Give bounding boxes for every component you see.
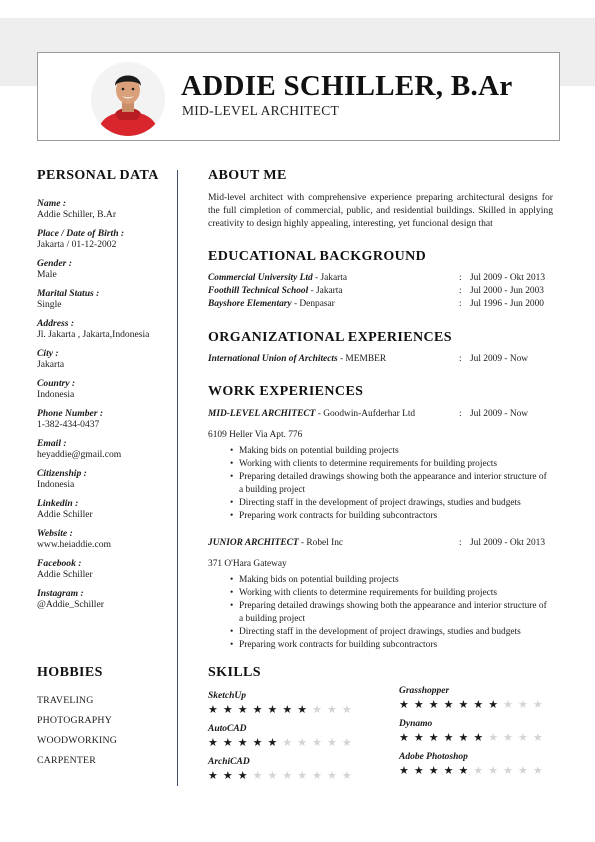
skill-name: Dynamo <box>399 719 433 729</box>
star-icon: ★ <box>327 703 337 716</box>
organization-dates: Jul 2009 - Now <box>470 354 529 364</box>
profile-photo <box>91 62 165 136</box>
skill-rating <box>208 703 378 716</box>
star-icon: ★ <box>252 703 263 716</box>
job-duty: • Directing staff in the development of project drawings, studies and budgets <box>230 497 553 510</box>
personal-data-label: Name : <box>37 198 67 209</box>
skill-rating <box>399 764 569 777</box>
personal-data-item <box>37 228 172 258</box>
job-duties <box>230 574 553 652</box>
hobby-item: PHOTOGRAPHY <box>37 715 112 726</box>
job-entry <box>208 537 553 652</box>
personal-data-section <box>37 168 172 618</box>
education-section <box>208 249 553 311</box>
star-icon: ★ <box>208 736 218 749</box>
job-header <box>208 408 553 421</box>
job-position: JUNIOR ARCHITECT <box>208 538 299 548</box>
star-icon: ★ <box>443 731 454 744</box>
star-icon: ★ <box>518 764 528 777</box>
education-institution: Bayshore Elementary <box>208 299 292 309</box>
star-icon: ★ <box>428 731 439 744</box>
personal-data-value: 1-382-434-0437 <box>37 419 100 430</box>
column-divider <box>177 170 178 786</box>
personal-data-value: Jakarta <box>37 359 65 370</box>
education-colon: : <box>459 273 462 283</box>
job-position: MID-LEVEL ARCHITECT <box>208 409 316 419</box>
education-row <box>208 272 553 285</box>
star-icon: ★ <box>312 736 322 749</box>
personal-data-label: Citizenship : <box>37 468 87 479</box>
star-icon: ★ <box>399 731 409 744</box>
star-icon: ★ <box>222 736 233 749</box>
personal-data-value: Addie Schiller, B.Ar <box>37 209 117 220</box>
personal-data-value: Indonesia <box>37 389 75 400</box>
star-icon: ★ <box>237 736 248 749</box>
personal-data-label: Address : <box>37 318 75 329</box>
personal-data-item <box>37 408 172 438</box>
education-list <box>208 272 553 311</box>
hobby-item: CARPENTER <box>37 755 96 766</box>
star-icon: ★ <box>503 698 513 711</box>
skills-section <box>208 665 558 791</box>
personal-data-item <box>37 378 172 408</box>
personal-data-value: Jl. Jakarta , Jakarta,Indonesia <box>37 329 150 340</box>
personal-data-item <box>37 318 172 348</box>
work-heading: WORK EXPERIENCES <box>208 384 364 399</box>
star-icon: ★ <box>267 703 278 716</box>
star-icon: ★ <box>473 731 484 744</box>
personal-data-label: Email : <box>37 438 67 449</box>
personal-data-item <box>37 558 172 588</box>
star-icon: ★ <box>267 736 278 749</box>
organization-list <box>208 353 553 366</box>
personal-data-item <box>37 348 172 378</box>
personal-data-label: Country : <box>37 378 76 389</box>
education-colon: : <box>459 299 462 309</box>
star-icon: ★ <box>413 698 424 711</box>
skill-name: AutoCAD <box>208 724 247 734</box>
education-colon: : <box>459 286 462 296</box>
star-icon: ★ <box>282 703 293 716</box>
star-icon: ★ <box>473 698 484 711</box>
star-icon: ★ <box>282 736 293 749</box>
job-company: - Robel Inc <box>298 538 344 548</box>
star-icon: ★ <box>518 698 528 711</box>
job-colon: : <box>459 409 462 419</box>
personal-data-value: Addie Schiller <box>37 509 93 520</box>
personal-data-item <box>37 198 172 228</box>
education-institution: Commercial University Ltd <box>208 273 313 283</box>
personal-data-value: Jakarta / 01-12-2002 <box>37 239 117 250</box>
skill-item <box>399 686 569 711</box>
skills-grid <box>208 686 558 791</box>
hobbies-list <box>37 691 117 771</box>
star-icon: ★ <box>312 769 322 782</box>
education-location: - Denpasar <box>291 299 335 309</box>
hobbies-heading: HOBBIES <box>37 665 103 680</box>
hobbies-section <box>37 665 117 771</box>
job-dates: Jul 2009 - Okt 2013 <box>470 538 545 548</box>
job-header <box>208 537 553 550</box>
personal-data-value: Male <box>37 269 57 280</box>
skill-rating <box>399 698 569 711</box>
organization-name: International Union of Architects <box>208 354 338 364</box>
personal-data-value: @Addie_Schiller <box>37 599 104 610</box>
job-duties <box>230 445 553 523</box>
personal-data-value: Indonesia <box>37 479 75 490</box>
organization-section <box>208 330 553 366</box>
education-row <box>208 285 553 298</box>
organization-colon: : <box>459 354 462 364</box>
star-icon: ★ <box>237 703 248 716</box>
star-icon: ★ <box>341 703 352 716</box>
skill-name: Adobe Photoshop <box>399 752 468 762</box>
personal-data-label: Linkedin : <box>37 498 79 509</box>
star-icon: ★ <box>252 769 263 782</box>
job-address: 371 O'Hara Gateway <box>208 559 287 569</box>
personal-data-item <box>37 288 172 318</box>
about-section <box>208 168 553 230</box>
job-duty: • Making bids on potential building projects <box>230 574 553 587</box>
personal-data-item <box>37 438 172 468</box>
personal-data-item <box>37 498 172 528</box>
star-icon: ★ <box>327 736 337 749</box>
star-icon: ★ <box>341 736 352 749</box>
star-icon: ★ <box>488 698 499 711</box>
job-duty: • Preparing detailed drawings showing both the appearance and interior structure of a building project <box>230 471 553 497</box>
education-heading: EDUCATIONAL BACKGROUND <box>208 249 427 264</box>
job-address: 6109 Heller Via Apt. 776 <box>208 430 303 440</box>
skill-rating <box>208 769 378 782</box>
skill-item <box>208 757 378 782</box>
skill-item <box>399 719 569 744</box>
star-icon: ★ <box>222 769 233 782</box>
star-icon: ★ <box>222 703 233 716</box>
personal-data-item <box>37 588 172 618</box>
star-icon: ★ <box>341 769 352 782</box>
personal-data-list <box>37 198 172 618</box>
hobby-item: TRAVELING <box>37 695 94 706</box>
star-icon: ★ <box>488 731 499 744</box>
personal-data-label: Place / Date of Birth : <box>37 228 125 239</box>
skill-name: SketchUp <box>208 691 246 701</box>
job-duty: • Preparing work contracts for building subcontractors <box>230 510 553 523</box>
star-icon: ★ <box>297 703 308 716</box>
star-icon: ★ <box>503 764 513 777</box>
personal-data-label: Marital Status : <box>37 288 100 299</box>
personal-data-value: heyaddie@gmail.com <box>37 449 122 460</box>
about-text: Mid-level architect with comprehensive experience preparing architectural designs for the full cimpletion of commercial, public, and residential buildings. Skilled in applying creativity to design highly appealing, interesting, yet funcional design that <box>208 192 553 229</box>
star-icon: ★ <box>443 764 454 777</box>
candidate-title: MID-LEVEL ARCHITECT <box>182 103 340 118</box>
education-location: - Jakarta <box>308 286 343 296</box>
star-icon: ★ <box>413 731 424 744</box>
star-icon: ★ <box>443 698 454 711</box>
candidate-name: ADDIE SCHILLER, B.Ar <box>181 70 513 102</box>
education-row <box>208 298 553 311</box>
star-icon: ★ <box>327 769 337 782</box>
star-icon: ★ <box>532 731 543 744</box>
work-section <box>208 384 553 652</box>
star-icon: ★ <box>473 764 484 777</box>
job-duty: • Directing staff in the development of project drawings, studies and budgets <box>230 626 553 639</box>
job-duty: • Working with clients to determine requirements for building projects <box>230 458 553 471</box>
job-colon: : <box>459 538 462 548</box>
star-icon: ★ <box>518 731 528 744</box>
star-icon: ★ <box>208 703 218 716</box>
star-icon: ★ <box>297 769 308 782</box>
education-dates: Jul 2000 - Jun 2003 <box>470 286 544 296</box>
skill-item <box>208 724 378 749</box>
star-icon: ★ <box>428 698 439 711</box>
education-dates: Jul 2009 - Okt 2013 <box>470 273 545 283</box>
hobby-item: WOODWORKING <box>37 735 118 746</box>
about-heading: ABOUT ME <box>208 168 287 183</box>
organization-row <box>208 353 553 366</box>
personal-data-label: Gender : <box>37 258 72 269</box>
star-icon: ★ <box>237 769 248 782</box>
job-duty: • Making bids on potential building projects <box>230 445 553 458</box>
personal-data-value: www.heiaddie.com <box>37 539 111 550</box>
star-icon: ★ <box>503 731 513 744</box>
star-icon: ★ <box>458 731 469 744</box>
organization-role: - MEMBER <box>337 354 387 364</box>
job-company: - Goodwin-Aufderhar Ltd <box>315 409 416 419</box>
star-icon: ★ <box>252 736 263 749</box>
personal-data-item <box>37 528 172 558</box>
education-dates: Jul 1996 - Jun 2000 <box>470 299 544 309</box>
star-icon: ★ <box>458 764 469 777</box>
job-duty: • Preparing detailed drawings showing both the appearance and interior structure of a building project <box>230 600 553 626</box>
star-icon: ★ <box>208 769 218 782</box>
personal-data-label: Facebook : <box>37 558 82 569</box>
skill-item <box>399 752 569 777</box>
star-icon: ★ <box>458 698 469 711</box>
job-duty: • Preparing work contracts for building subcontractors <box>230 639 553 652</box>
star-icon: ★ <box>312 703 322 716</box>
personal-data-value: Single <box>37 299 62 310</box>
personal-data-label: Instagram : <box>37 588 84 599</box>
skills-heading: SKILLS <box>208 665 261 680</box>
organization-heading: ORGANIZATIONAL EXPERIENCES <box>208 330 452 345</box>
personal-data-value: Addie Schiller <box>37 569 93 580</box>
star-icon: ★ <box>428 764 439 777</box>
personal-data-item <box>37 258 172 288</box>
skill-rating <box>399 731 569 744</box>
star-icon: ★ <box>399 698 409 711</box>
job-duty: • Working with clients to determine requirements for building projects <box>230 587 553 600</box>
star-icon: ★ <box>413 764 424 777</box>
star-icon: ★ <box>297 736 308 749</box>
skill-rating <box>208 736 378 749</box>
job-entry <box>208 408 553 523</box>
personal-data-label: City : <box>37 348 59 359</box>
education-location: - Jakarta <box>312 273 348 283</box>
star-icon: ★ <box>532 764 543 777</box>
job-dates: Jul 2009 - Now <box>470 409 529 419</box>
skill-item <box>208 691 378 716</box>
star-icon: ★ <box>488 764 499 777</box>
star-icon: ★ <box>267 769 278 782</box>
personal-data-heading: PERSONAL DATA <box>37 168 159 183</box>
personal-data-item <box>37 468 172 498</box>
star-icon: ★ <box>399 764 409 777</box>
personal-data-label: Website : <box>37 528 73 539</box>
skill-name: ArchiCAD <box>208 757 250 767</box>
work-list <box>208 408 553 652</box>
skill-name: Grasshopper <box>399 686 450 696</box>
star-icon: ★ <box>282 769 293 782</box>
star-icon: ★ <box>532 698 543 711</box>
personal-data-label: Phone Number : <box>37 408 104 419</box>
education-institution: Foothill Technical School <box>208 286 309 296</box>
